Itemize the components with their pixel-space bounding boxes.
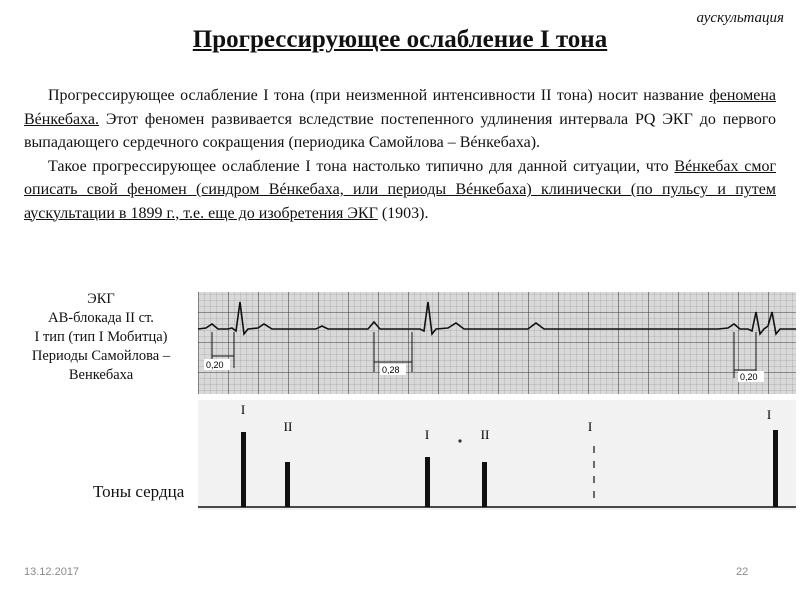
wenckebach-phenomenon-term: феномена Вéнкебаха. bbox=[24, 87, 776, 128]
page-number: 22 bbox=[736, 566, 749, 578]
s1-beat-1 bbox=[241, 432, 246, 507]
s2-beat-2 bbox=[482, 462, 487, 507]
paragraph-1 bbox=[24, 84, 776, 155]
s1-label-1: I bbox=[240, 402, 246, 417]
topic-label: аускультация bbox=[696, 10, 784, 26]
interval-label-1: 0,20 bbox=[206, 360, 224, 370]
footer-date: 13.12.2017 bbox=[24, 566, 80, 578]
s1-label-2: I bbox=[424, 427, 430, 442]
heart-sounds-label: Тоны сердца bbox=[93, 482, 185, 501]
ecg-caption-line-2: АВ-блокада II ст. bbox=[48, 310, 154, 326]
ecg-grid bbox=[198, 292, 796, 394]
s2-beat-1 bbox=[285, 462, 290, 507]
s2-label-1: II bbox=[283, 419, 293, 434]
interval-label-3: 0,20 bbox=[740, 372, 758, 382]
s2-label-2: II bbox=[480, 427, 490, 442]
slide-body bbox=[24, 84, 776, 225]
paragraph-2-text-a: Такое прогрессирующее ослабление I тона настолько типично для данной ситуации, что bbox=[48, 157, 675, 175]
s1-beat-2 bbox=[425, 457, 430, 507]
paragraph-2-text-b: (1903). bbox=[377, 204, 429, 222]
ecg-caption-line-3: I тип (тип I Мобитца) bbox=[34, 329, 168, 345]
ecg-strip bbox=[198, 282, 796, 394]
s1-label-dropped: I bbox=[587, 419, 593, 434]
interval-label-2: 0,28 bbox=[382, 365, 400, 375]
ecg-caption bbox=[4, 290, 198, 385]
heart-sounds-diagram bbox=[198, 400, 796, 510]
ecg-caption-line-5: Венкебаха bbox=[68, 367, 134, 383]
ecg-caption-line-4: Периоды Самойлова – bbox=[31, 348, 171, 364]
slide-title: Прогрессирующее ослабление I тона bbox=[192, 26, 608, 53]
s1-beat-3 bbox=[773, 430, 778, 507]
wenckebach-history-underlined: Вéнкебах смог описать свой феномен (синдром Вéнкебаха, или периоды Вéнкебаха) клинически (по пульсу и путем аускультации в 1899 г., т.е. еще до изобретения ЭКГ bbox=[24, 157, 777, 222]
paragraph-1-text-a: Прогрессирующее ослабление I тона (при неизменной интенсивности II тона) носит название bbox=[48, 87, 710, 104]
ecg-caption-line-1: ЭКГ bbox=[87, 291, 115, 307]
paragraph-1-text-b: Этот феномен развивается вследствие постепенного удлинения интервала PQ ЭКГ до первого выпадающего сердечного сокращения (периодика Самойлова – Вéнкебаха). bbox=[24, 110, 776, 151]
paragraph-2 bbox=[24, 155, 776, 226]
s1-label-3: I bbox=[766, 407, 772, 422]
artifact-dot bbox=[458, 439, 461, 442]
